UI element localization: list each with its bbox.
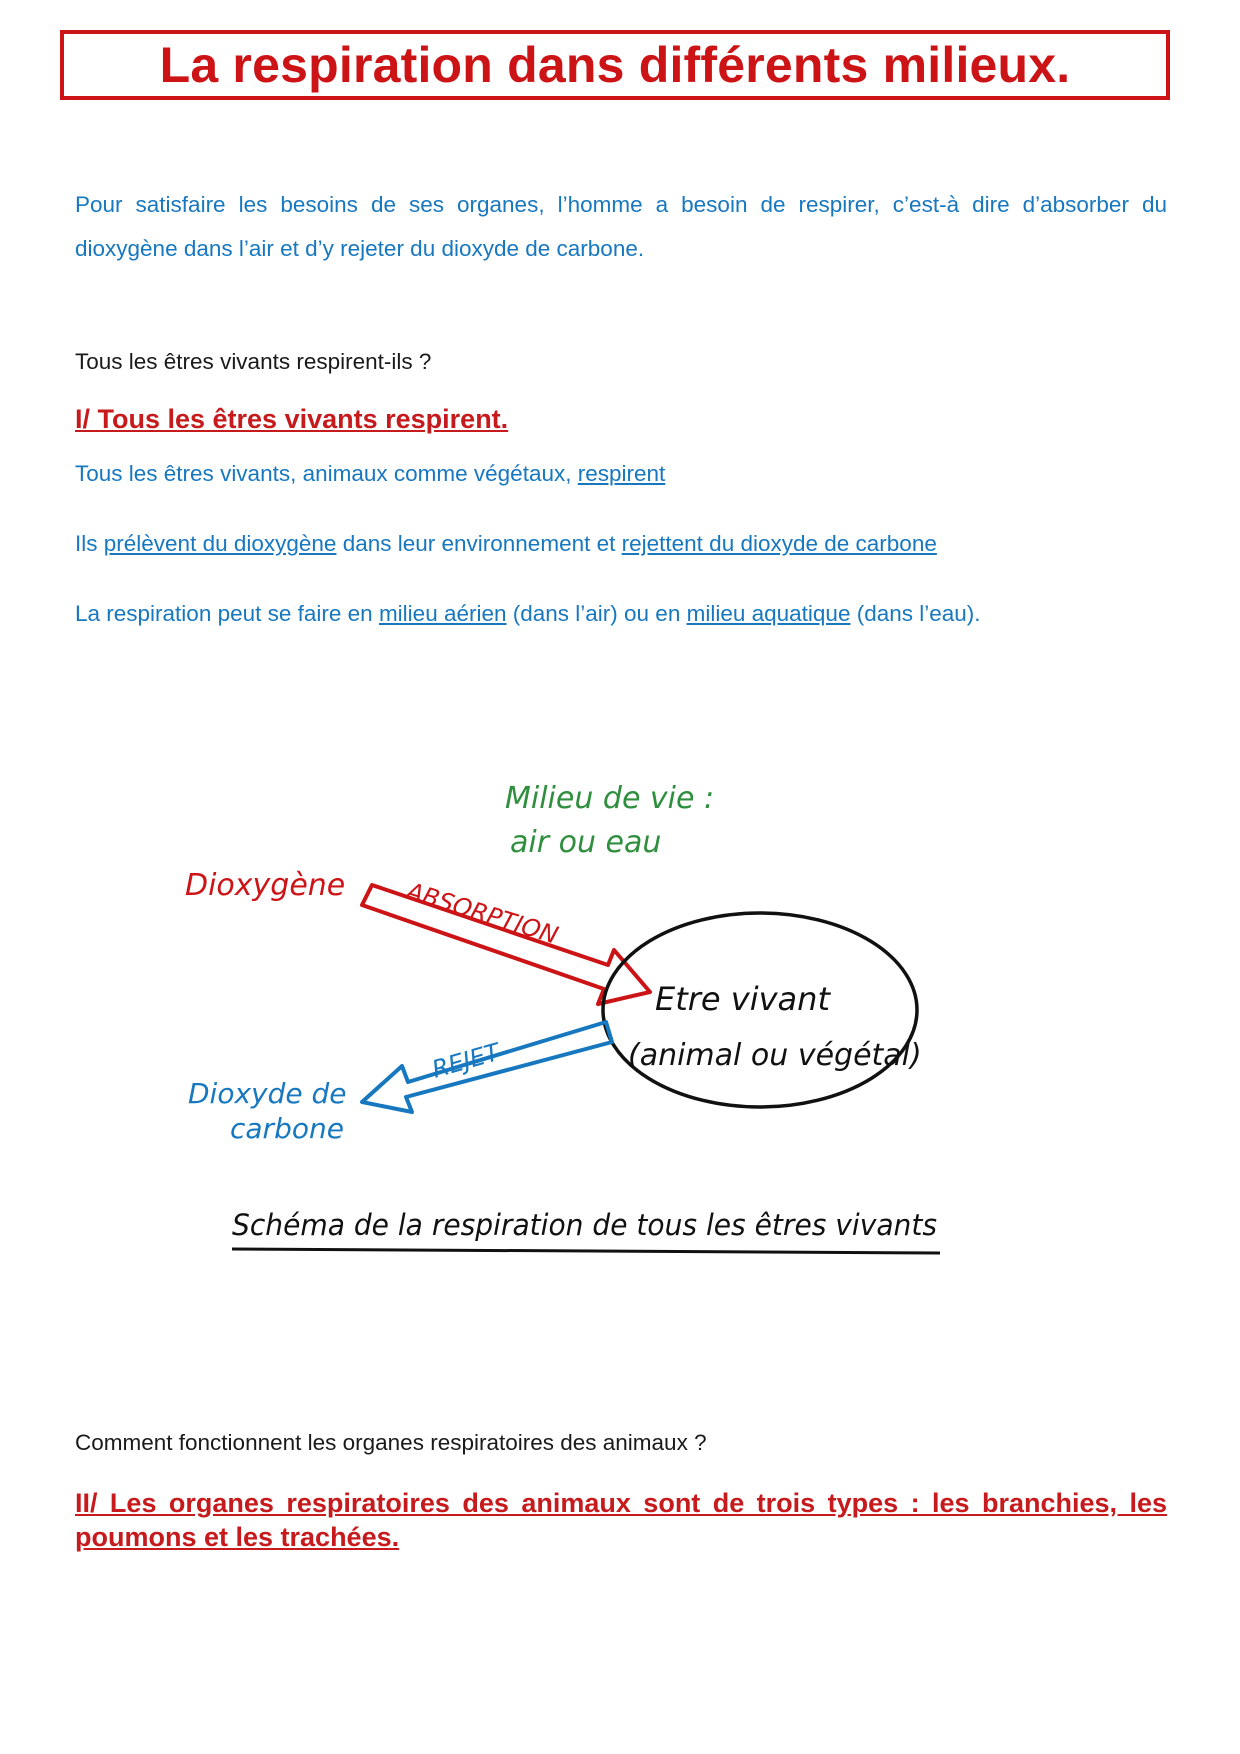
p3-underlined-aerien: milieu aérien xyxy=(378,601,507,626)
milieu-label-line1: Milieu de vie : xyxy=(505,781,715,816)
section-1-paragraph-1 xyxy=(75,461,665,487)
respiration-diagram xyxy=(0,760,1240,1280)
dioxyde-label-line1: Dioxyde de xyxy=(188,1077,347,1110)
question-1: Tous les êtres vivants respirent-ils ? xyxy=(75,349,432,374)
section-1-heading: I/ Tous les êtres vivants respirent. xyxy=(75,404,509,434)
p3-text-mid: (dans l’air) ou en xyxy=(506,601,687,626)
absorption-label: ABSORPTION xyxy=(403,876,562,950)
p2-underlined-prelevent: prélèvent du dioxygène xyxy=(103,531,337,556)
p1-text: Tous les êtres vivants, animaux comme végétaux, xyxy=(75,461,578,486)
title-box xyxy=(60,30,1170,100)
animal-vegetal-label: (animal ou végétal) xyxy=(628,1038,922,1073)
diagram-caption: Schéma de la respiration de tous les êtres vivants xyxy=(232,1208,937,1242)
dioxygene-label: Dioxygène xyxy=(185,868,346,903)
p2-text-mid: dans leur environnement et xyxy=(336,531,622,556)
p1-underlined-respirent: respirent xyxy=(577,461,666,486)
page-title: La respiration dans différents milieux. xyxy=(159,37,1071,93)
dioxyde-label-line2: carbone xyxy=(230,1112,344,1145)
p2-underlined-rejettent: rejettent du dioxyde de carbone xyxy=(621,531,937,556)
section-1-paragraph-2 xyxy=(75,531,937,557)
p3-text-end: (dans l’eau). xyxy=(850,601,981,626)
intro-paragraph: Pour satisfaire les besoins de ses organes, l’homme a besoin de respirer, c’est-à dire d’absorber du dioxygène dans l’air et d’y rejeter du dioxyde de carbone. xyxy=(75,192,1167,261)
rejet-label: REJET xyxy=(428,1037,503,1084)
milieu-label-line2: air ou eau xyxy=(510,825,662,860)
etre-vivant-label: Etre vivant xyxy=(655,980,830,1018)
p3-text-start: La respiration peut se faire en xyxy=(75,601,379,626)
p3-underlined-aquatique: milieu aquatique xyxy=(686,601,851,626)
p2-text-start: Ils xyxy=(75,531,104,556)
caption-underline xyxy=(232,1249,940,1253)
section-1-paragraph-3 xyxy=(75,601,981,627)
question-2: Comment fonctionnent les organes respiratoires des animaux ? xyxy=(75,1430,707,1455)
section-2-heading: II/ Les organes respiratoires des animaux sont de trois types : les branchies, les poumons et les trachées. xyxy=(75,1488,1167,1552)
